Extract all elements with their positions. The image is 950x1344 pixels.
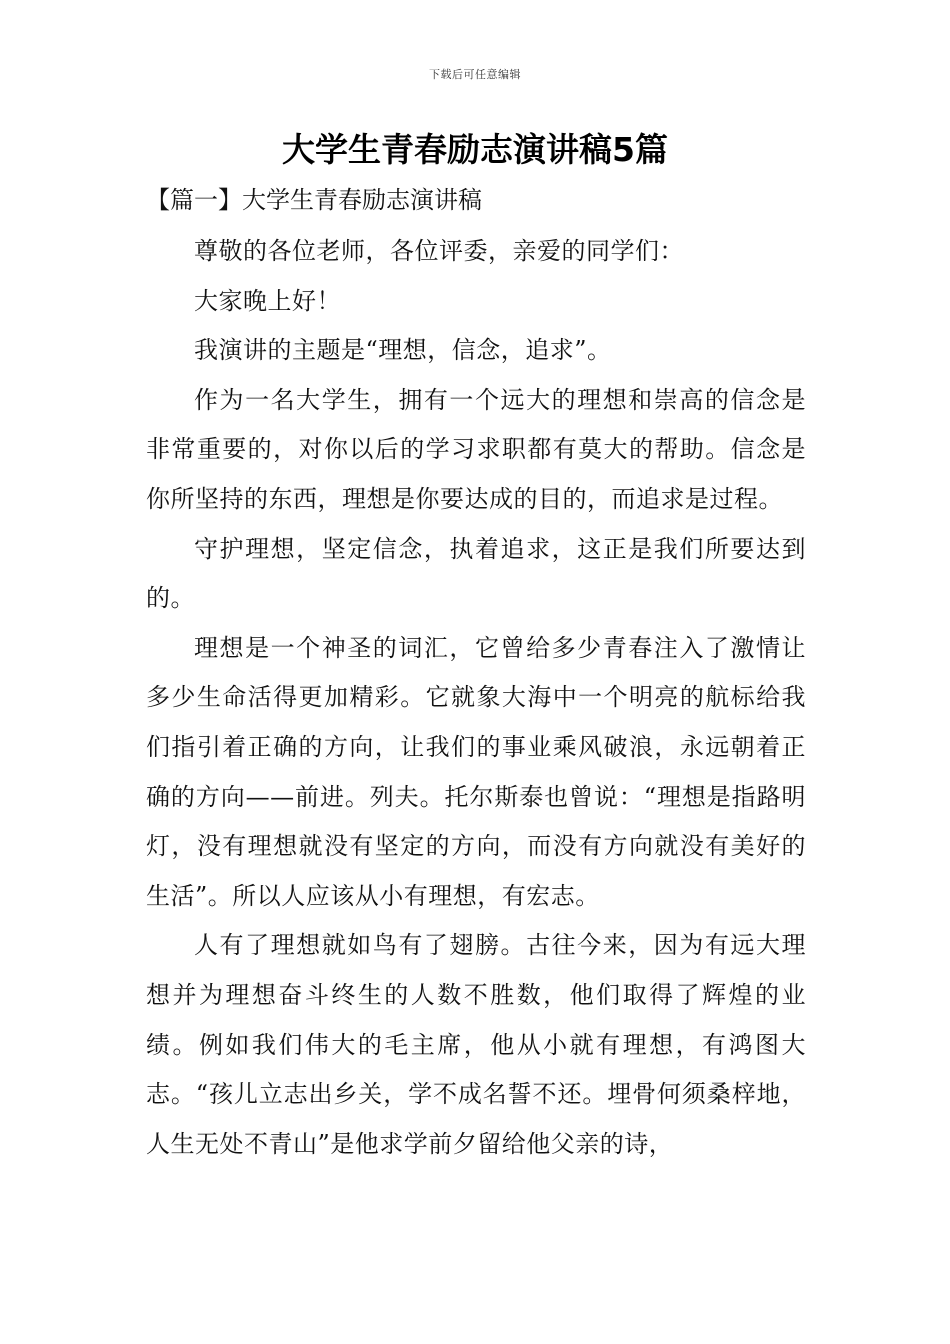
paragraph-salutation: 大家晚上好！ [194,286,341,315]
document-title: 大学生青春励志演讲稿5篇 [282,130,668,169]
paragraph: 人有了理想就如鸟有了翅膀。古往今来，因为有远大理想并为理想奋斗终生的人数不胜数，他们取得了辉煌的业绩。例如我们伟大的毛主席，他从小就有理想，有鸿图大志。“孩儿立志出乡关，学不成名誓不还。埋骨何须桑梓地，人生无处不青山”是他求学前夕留给他父亲的诗， [146,931,806,1158]
paragraph: 作为一名大学生，拥有一个远大的理想和崇高的信念是非常重要的，对你以后的学习求职都有莫大的帮助。信念是你所坚持的东西，理想是你要达成的目的，而追求是过程。 [146,385,806,513]
paragraph: 守护理想，坚定信念，执着追求，这正是我们所要达到的。 [146,534,806,613]
header-note: 下载后可任意编辑 [429,68,521,81]
paragraph-greeting: 尊敬的各位老师，各位评委，亲爱的同学们： [194,237,684,265]
paragraph: 理想是一个神圣的词汇，它曾给多少青春注入了激情让多少生命活得更加精彩。它就象大海中一个明亮的航标给我们指引着正确的方向，让我们的事业乘风破浪，永远朝着正确的方向——前进。列夫。托尔斯泰也曾说：“理想是指路明灯，没有理想就没有坚定的方向，而没有方向就没有美好的生活”。所以人应该从小有理想，有宏志。 [146,633,806,910]
document-body [146,227,806,1169]
paragraph-theme: 我演讲的主题是“理想，信念，追求”。 [194,336,612,365]
section-heading: 【篇一】大学生青春励志演讲稿 [146,186,482,214]
